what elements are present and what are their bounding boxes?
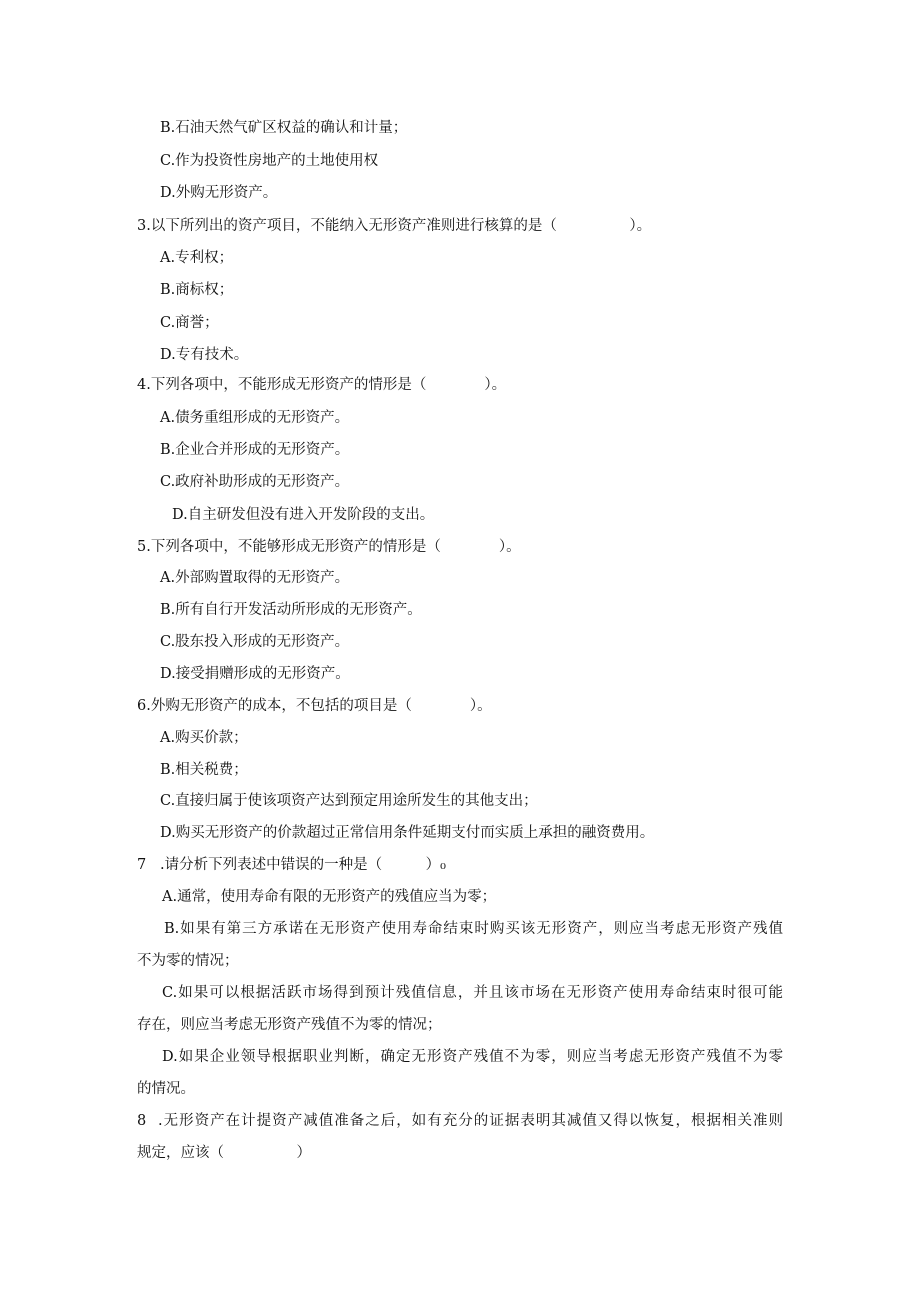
q3-option-a: A.专利权； [160,250,234,266]
prev-option-d: D.外购无形资产。 [160,185,278,201]
q6-option-a: A.购买价款； [160,730,248,746]
q7-number: 7 [137,857,147,873]
q3-option-d: D.专有技术。 [160,347,249,363]
q6-stem: 6.外购无形资产的成本，不包括的项目是（ ）。 [137,698,492,714]
q8-stem-line1: .无形资产在计提资产减值准备之后，如有充分的证据表明其减值又得以恢复，根据相关准则 [158,1113,783,1129]
q7-option-d-line1: D.如果企业领导根据职业判断，确定无形资产残值不为零，则应当考虑无形资产残值不为零 [162,1049,783,1065]
q3-option-c: C.商誉； [160,315,219,331]
q3-option-b: B.商标权； [160,282,234,298]
q4-option-a: A.债务重组形成的无形资产。 [160,410,350,426]
q7-option-b-line2: 不为零的情况； [137,953,239,969]
q7-option-a: A.通常，使用寿命有限的无形资产的残值应当为零； [162,889,497,905]
q7-option-c-line1: C.如果可以根据活跃市场得到预计残值信息，并且该市场在无形资产使用寿命结束时很可能 [162,985,783,1001]
q7-stem: .请分析下列表述中错误的一种是（ ）₀ [160,857,446,873]
prev-option-c: C.作为投资性房地产的土地使用权 [160,153,379,169]
q4-option-d: D.自主研发但没有进入开发阶段的支出。 [172,507,435,523]
q4-option-c: C.政府补助形成的无形资产。 [160,474,350,490]
q4-stem: 4.下列各项中，不能形成无形资产的情形是（ ）。 [137,377,507,393]
q6-option-b: B.相关税费； [160,762,248,778]
q5-option-c: C.股东投入形成的无形资产。 [160,634,350,650]
q8-number: 8 [137,1113,147,1129]
q5-option-a: A.外部购置取得的无形资产。 [160,570,350,586]
q7-option-b-line1: B.如果有第三方承诺在无形资产使用寿命结束时购买该无形资产，则应当考虑无形资产残值 [164,921,783,937]
q4-option-b: B.企业合并形成的无形资产。 [160,442,350,458]
prev-option-b: B.石油天然气矿区权益的确认和计量； [160,120,408,136]
q5-option-d: D.接受捐赠形成的无形资产。 [160,666,350,682]
q6-option-d: D.购买无形资产的价款超过正常信用条件延期支付而实质上承担的融资费用。 [160,825,655,841]
q5-stem: 5.下列各项中，不能够形成无形资产的情形是（ ）。 [137,539,521,555]
q6-option-c: C.直接归属于使该项资产达到预定用途所发生的其他支出； [160,793,538,809]
q8-stem-line2: 规定，应该（ ） [137,1145,311,1161]
q7-option-c-line2: 存在，则应当考虑无形资产残值不为零的情况； [137,1017,442,1033]
q3-stem: 3.以下所列出的资产项目，不能纳入无形资产准则进行核算的是（ ）。 [137,218,652,234]
q5-option-b: B.所有自行开发活动所形成的无形资产。 [160,602,422,618]
q7-option-d-line2: 的情况。 [137,1081,195,1097]
